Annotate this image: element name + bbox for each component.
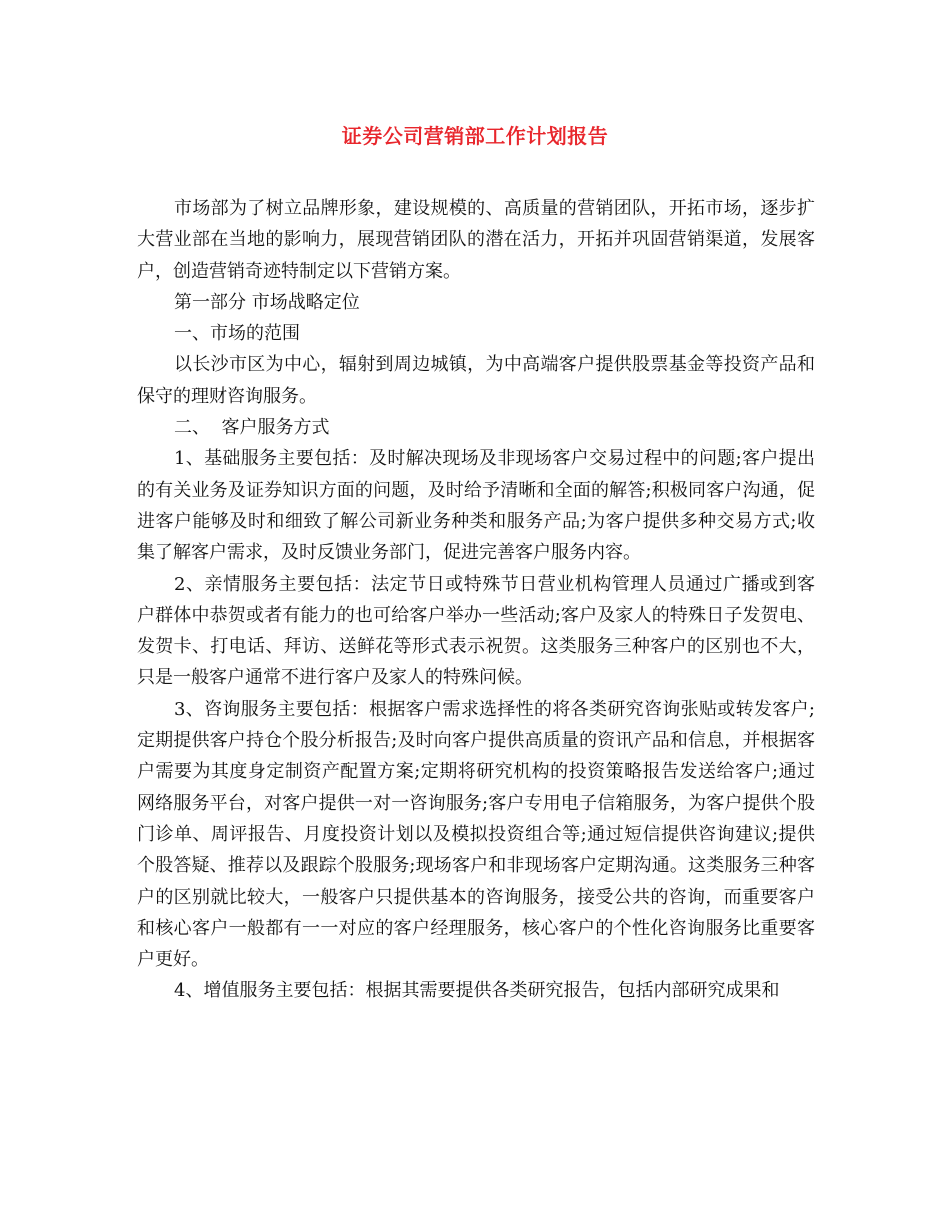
paragraph: 4、增值服务主要包括：根据其需要提供各类研究报告，包括内部研究成果和 <box>174 980 780 1002</box>
paragraph: 以长沙市区为中心，辐射到周边城镇，为中高端客户提供股票基金等投资产品和保守的理财咨询服务。 <box>137 354 815 407</box>
subsection-heading: 二、 客户服务方式 <box>174 417 330 439</box>
paragraph: 市场部为了树立品牌形象，建设规模的、高质量的营销团队，开拓市场，逐步扩大营业部在当地的影响力，展现营销团队的潜在活力，开拓并巩固营销渠道，发展客户，创造营销奇迹特制定以下营销方案。 <box>137 198 815 282</box>
document-title: 证券公司营销部工作计划报告 <box>341 124 609 148</box>
subsection-heading: 一、市场的范围 <box>174 323 300 345</box>
section-heading: 第一部分 市场战略定位 <box>174 291 360 313</box>
paragraph: 2、亲情服务主要包括：法定节日或特殊节日营业机构管理人员通过广播或到客户群体中恭贺或者有能力的也可给客户举办一些活动;客户及家人的特殊日子发贺电、发贺卡、打电话、拜访、送鲜花等形式表示祝贺。这类服务三种客户的区别也不大，只是一般客户通常不进行客户及家人的特殊问候。 <box>137 573 815 689</box>
paragraph: 1、基础服务主要包括：及时解决现场及非现场客户交易过程中的问题;客户提出的有关业务及证券知识方面的问题，及时给予清晰和全面的解答;积极同客户沟通，促进客户能够及时和细致了解公司新业务种类和服务产品;为客户提供多种交易方式;收集了解客户需求，及时反馈业务部门，促进完善客户服务内容。 <box>137 448 815 564</box>
paragraph: 3、咨询服务主要包括：根据客户需求选择性的将各类研究咨询张贴或转发客户;定期提供客户持仓个股分析报告;及时向客户提供高质量的资讯产品和信息，并根据客户需要为其度身定制资产配置方案;定期将研究机构的投资策略报告发送给客户;通过网络服务平台，对客户提供一对一咨询服务;客户专用电子信箱服务，为客户提供个股门诊单、周评报告、月度投资计划以及模拟投资组合等;通过短信提供咨询建议;提供个股答疑、推荐以及跟踪个股服务;现场客户和非现场客户定期沟通。这类服务三种客户的区别就比较大，一般客户只提供基本的咨询服务，接受公共的咨询，而重要客户和核心客户一般都有一一对应的客户经理服务，核心客户的个性化咨询服务比重要客户更好。 <box>137 698 816 971</box>
document-body <box>137 193 815 1007</box>
